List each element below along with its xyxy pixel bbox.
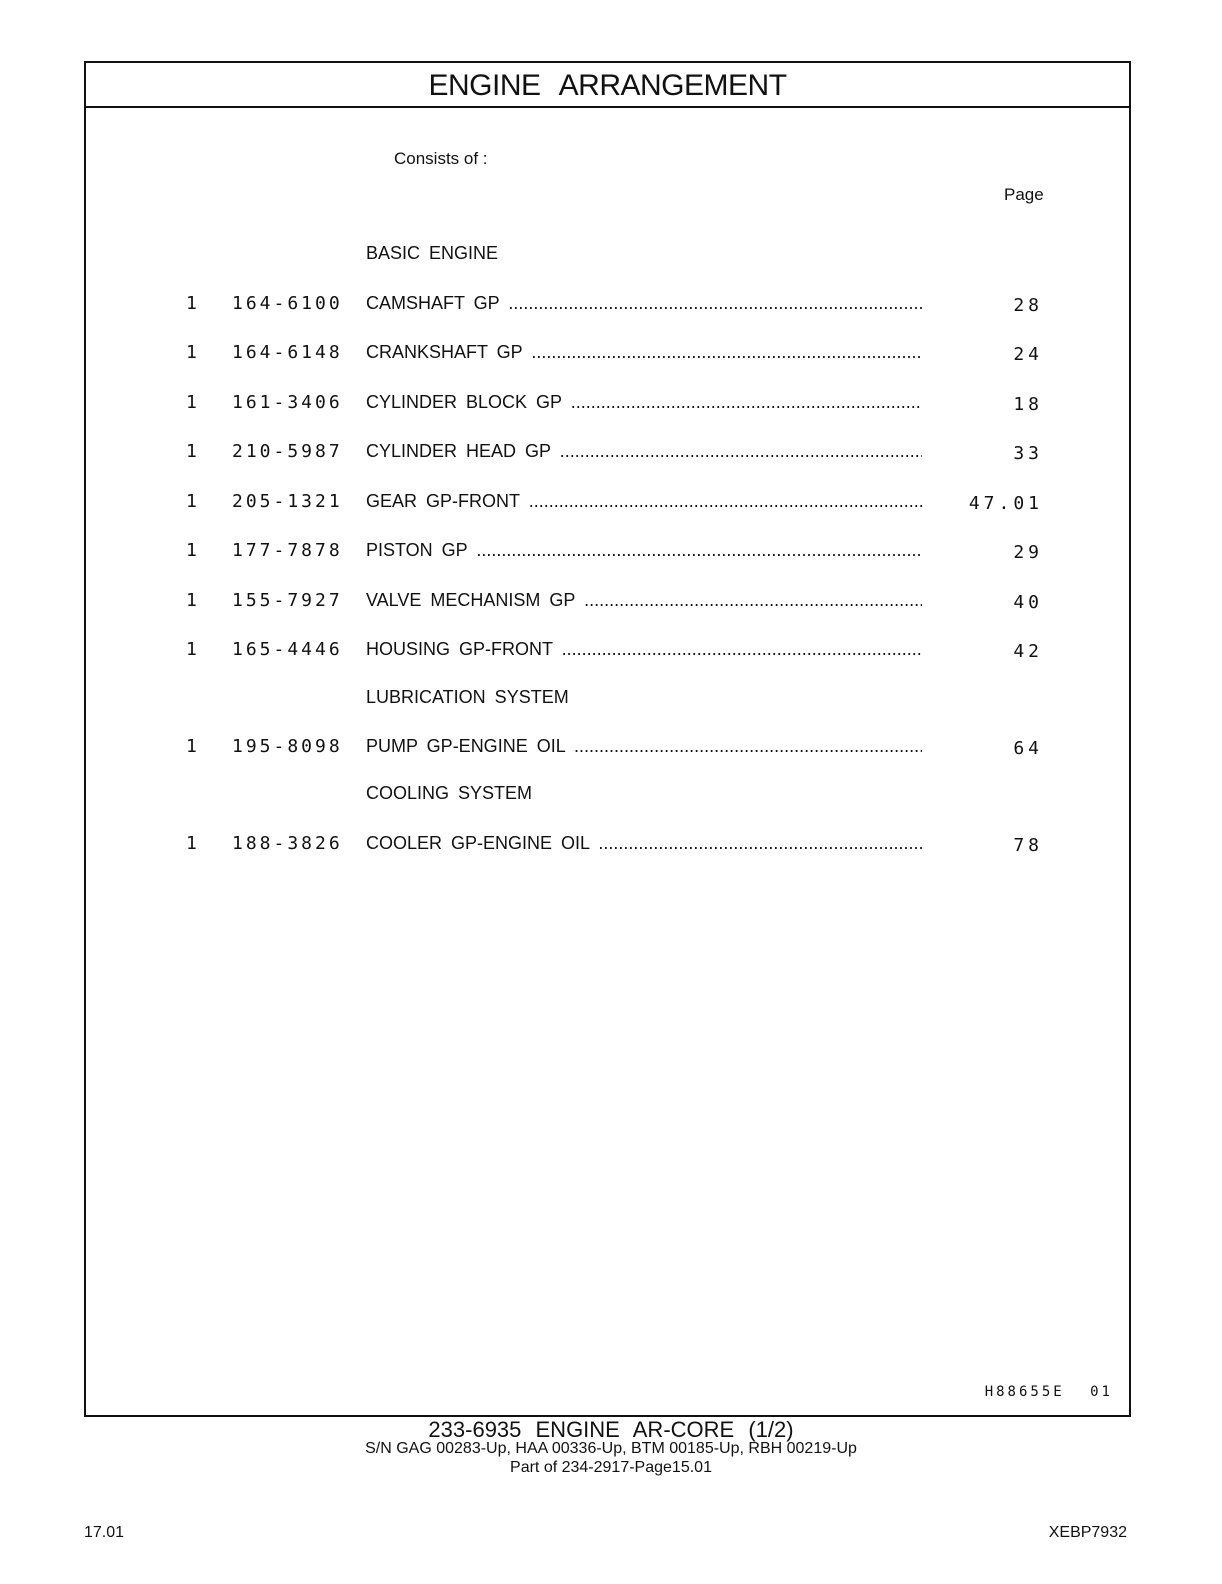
- page-reference: 64: [1013, 738, 1043, 759]
- list-item: [86, 342, 1129, 368]
- page-reference: 18: [1013, 394, 1043, 415]
- quantity: 1: [186, 293, 197, 314]
- part-description: COOLER GP-ENGINE OIL .....: [366, 833, 922, 854]
- quantity: 1: [186, 833, 197, 854]
- section-heading-basic-engine: BASIC ENGINE: [366, 243, 499, 263]
- part-description: GEAR GP-FRONT .....: [366, 491, 922, 512]
- page-reference: 42: [1013, 641, 1043, 662]
- list-item: [86, 736, 1129, 762]
- page-reference: 28: [1013, 295, 1043, 316]
- list-item: [86, 590, 1129, 616]
- part-description: CYLINDER BLOCK GP .....: [366, 392, 922, 413]
- consists-label: Consists of :: [394, 149, 488, 168]
- part-number: 210-5987: [232, 441, 343, 462]
- quantity: 1: [186, 639, 197, 660]
- part-number: 161-3406: [232, 392, 343, 413]
- part-number: 165-4446: [232, 639, 343, 660]
- part-number: 195-8098: [232, 736, 343, 757]
- part-number: 155-7927: [232, 590, 343, 611]
- part-description: CAMSHAFT GP .....: [366, 293, 922, 314]
- part-description: PUMP GP-ENGINE OIL .....: [366, 736, 922, 757]
- quantity: 1: [186, 392, 197, 413]
- page-reference: 78: [1013, 835, 1043, 856]
- page-reference: 33: [1013, 443, 1043, 464]
- part-number: 164-6148: [232, 342, 343, 363]
- part-description: CYLINDER HEAD GP .....: [366, 441, 922, 462]
- part-description: VALVE MECHANISM GP .....: [366, 590, 922, 611]
- part-number: 205-1321: [232, 491, 343, 512]
- quantity: 1: [186, 342, 197, 363]
- list-item: [86, 491, 1129, 517]
- page-column-header: Page: [1004, 185, 1044, 204]
- page-reference: 29: [1013, 542, 1043, 563]
- part-number: 188-3826: [232, 833, 343, 854]
- document-id: XEBP7932: [1048, 1524, 1127, 1541]
- quantity: 1: [186, 441, 197, 462]
- part-description: CRANKSHAFT GP .....: [366, 342, 922, 363]
- list-item: [86, 540, 1129, 566]
- page-title: ENGINE ARRANGEMENT: [86, 63, 1129, 108]
- quantity: 1: [186, 491, 197, 512]
- section-heading-lubrication-system: LUBRICATION SYSTEM: [366, 687, 569, 707]
- section-heading-cooling-system: COOLING SYSTEM: [366, 783, 533, 803]
- footer-title: 233-6935 ENGINE AR-CORE (1/2): [428, 1417, 794, 1442]
- page-number: 17.01: [84, 1524, 125, 1541]
- list-item: [86, 639, 1129, 665]
- list-item: [86, 833, 1129, 859]
- quantity: 1: [186, 590, 197, 611]
- list-item: [86, 293, 1129, 319]
- footer-serial-numbers: S/N GAG 00283-Up, HAA 00336-Up, BTM 00185-Up, RBH 00219-Up: [365, 1440, 857, 1457]
- quantity: 1: [186, 736, 197, 757]
- illustration-id: H88655E 01: [984, 1384, 1113, 1400]
- content-frame: [84, 61, 1131, 1417]
- page-reference: 24: [1013, 344, 1043, 365]
- part-description: PISTON GP .....: [366, 540, 922, 561]
- quantity: 1: [186, 540, 197, 561]
- part-number: 164-6100: [232, 293, 343, 314]
- page-reference: 40: [1013, 592, 1043, 613]
- footer-part-of: Part of 234-2917-Page15.01: [510, 1459, 712, 1476]
- list-item: [86, 441, 1129, 467]
- list-item: [86, 392, 1129, 418]
- part-description: HOUSING GP-FRONT .....: [366, 639, 922, 660]
- page-reference: 47.01: [968, 493, 1043, 514]
- part-number: 177-7878: [232, 540, 343, 561]
